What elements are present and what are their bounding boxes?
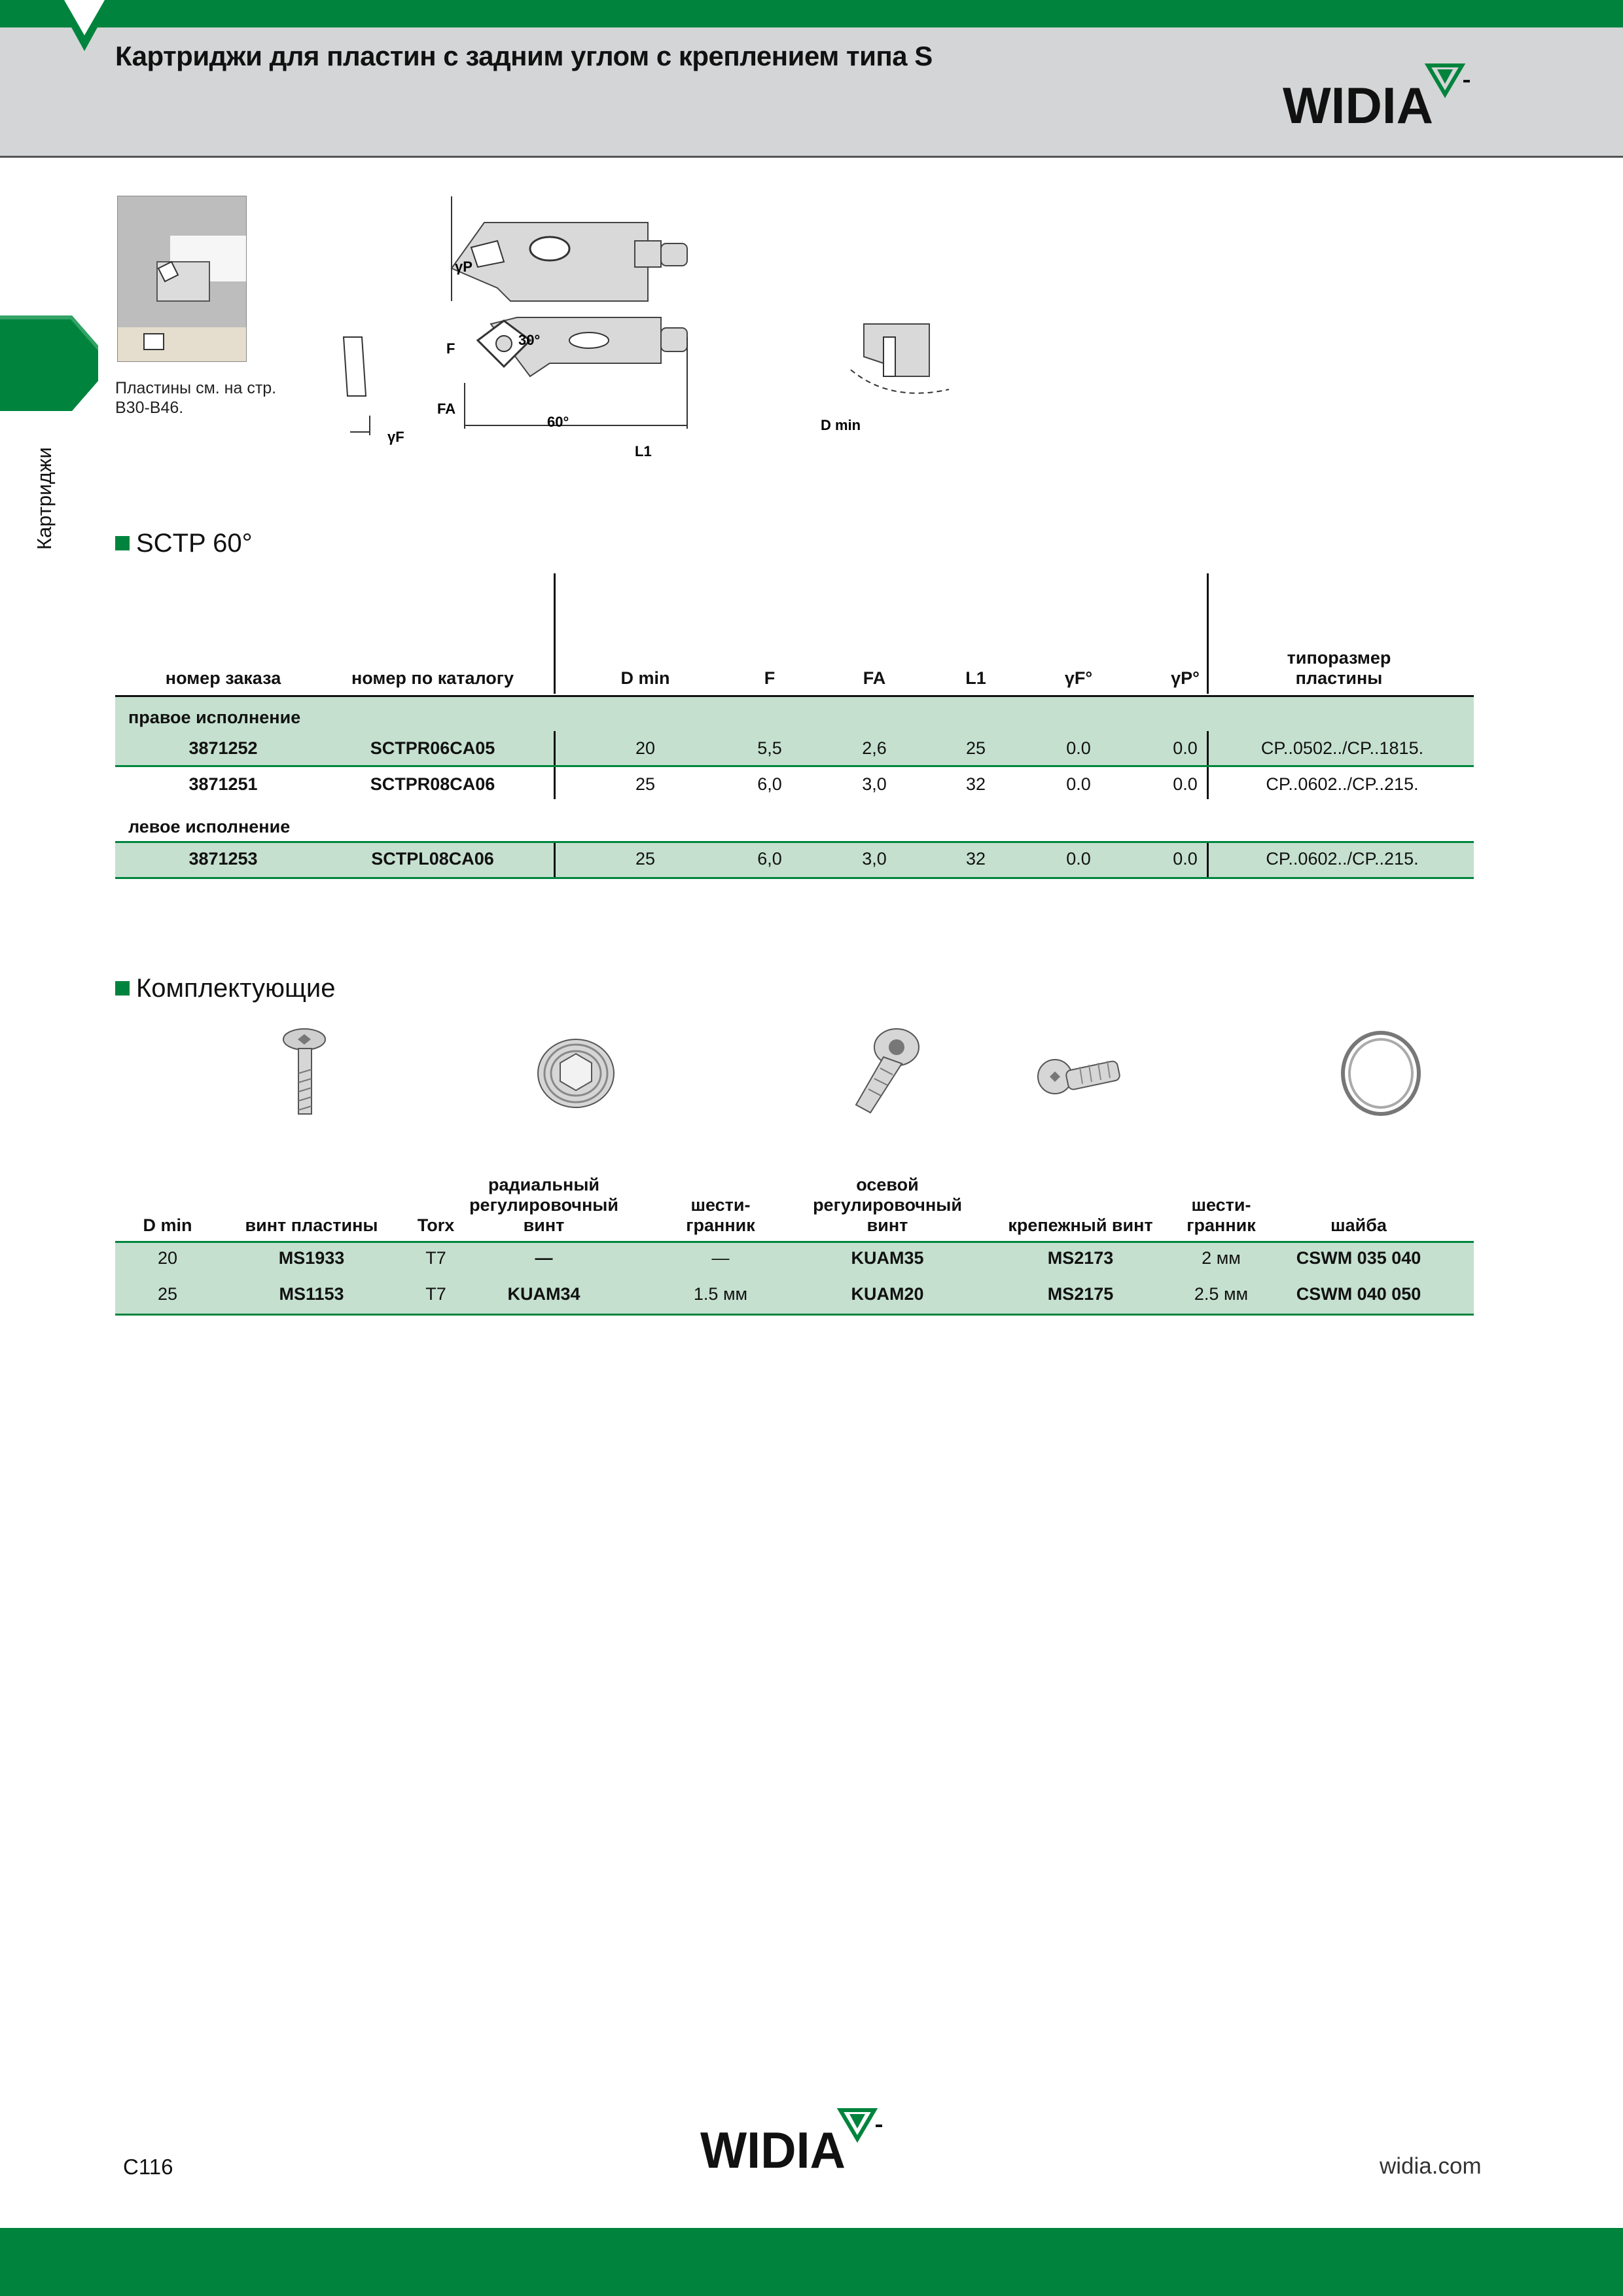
section-title-sctp <box>115 529 253 558</box>
catalog-number: SCTPL08CA06 <box>371 849 494 869</box>
svg-text:30°: 30° <box>518 332 541 348</box>
svg-text:WIDIA: WIDIA <box>1283 77 1433 128</box>
insert-size-value: CP..0502../CP..1815. <box>1260 738 1424 758</box>
col-torx: Torx <box>417 1215 455 1235</box>
bottom-green-bar <box>0 2228 1623 2296</box>
row-rule <box>115 877 1474 879</box>
fa-value: 3,0 <box>862 849 887 869</box>
table-divider <box>554 843 556 877</box>
svg-text:D min: D min <box>821 417 861 433</box>
dmin-view <box>851 324 949 393</box>
washer: CSWM 040 050 <box>1296 1284 1421 1304</box>
cartridge-top-view <box>452 196 687 301</box>
col-hex-key-2: шести-гранник <box>1186 1195 1256 1235</box>
fa-value: 3,0 <box>862 774 887 794</box>
l1-value: 32 <box>965 849 986 869</box>
gamma-f-value: 0.0 <box>1066 738 1091 758</box>
insert-note-line-1: Пластины см. на стр. <box>115 379 277 397</box>
dmin-value: 20 <box>635 738 656 758</box>
catalog-number: SCTPR08CA06 <box>370 774 495 794</box>
gamma-f-value: 0.0 <box>1066 849 1091 869</box>
torx: T7 <box>425 1284 446 1304</box>
group-label-left: левое исполнение <box>128 817 291 836</box>
col-acc-dmin: D min <box>143 1215 192 1235</box>
table-divider <box>554 573 556 694</box>
hex-key-2: 2 мм <box>1202 1248 1241 1268</box>
side-tab-label: Картриджи <box>33 447 56 550</box>
col-clamp-screw: крепежный винт <box>1008 1215 1153 1235</box>
insert-size-value: CP..0602../CP..215. <box>1266 774 1419 794</box>
order-number: 3871253 <box>188 849 258 869</box>
row-rule <box>115 765 1474 767</box>
dmin-value: 25 <box>635 774 656 794</box>
hex-key-1: 1.5 мм <box>693 1284 748 1304</box>
radial-screw: — <box>535 1248 553 1268</box>
page-title: Картриджи для пластин с задним углом с креплением типа S <box>115 41 933 71</box>
group-label-right: правое исполнение <box>128 708 301 727</box>
page-number: C116 <box>123 2155 173 2179</box>
side-tab-marker <box>0 315 105 414</box>
widia-logo[interactable] <box>1283 63 1479 132</box>
insert-screw: MS1933 <box>278 1248 345 1268</box>
insert-side-view <box>344 337 370 435</box>
col-gamma-f: γF° <box>1064 668 1093 688</box>
radial-screw: KUAM34 <box>507 1284 580 1304</box>
sctp-table <box>115 573 1474 881</box>
accessories-title-text: Комплектующие <box>136 974 336 1003</box>
clamp-screw: MS2175 <box>1047 1284 1114 1304</box>
gamma-p-value: 0.0 <box>1173 774 1198 794</box>
website-link[interactable]: widia.com <box>1380 2153 1482 2179</box>
svg-text:L1: L1 <box>635 443 652 459</box>
cartridge-front-view <box>465 317 687 429</box>
clamp-screw: MS2173 <box>1047 1248 1114 1268</box>
sctp-title-text: SCTP 60° <box>136 529 253 558</box>
insert-note-line-2: B30-B46. <box>115 399 184 417</box>
accessory-images <box>262 1021 1440 1126</box>
svg-text:F: F <box>446 340 455 357</box>
bore-section-illustration <box>118 196 246 361</box>
f-value: 6,0 <box>757 774 782 794</box>
f-value: 6,0 <box>757 849 782 869</box>
axial-screw: KUAM20 <box>851 1284 924 1304</box>
col-insert-size: типоразмер пластины <box>1287 648 1391 688</box>
col-dmin: D min <box>620 668 670 688</box>
col-radial-screw: радиальный регулировочный винт <box>469 1175 618 1235</box>
f-value: 5,5 <box>757 738 782 758</box>
l1-value: 25 <box>965 738 986 758</box>
widia-logo-footer[interactable] <box>700 2108 897 2176</box>
insert-reference-note <box>115 378 276 418</box>
col-insert-screw: винт пластины <box>245 1215 378 1235</box>
acc-dmin: 20 <box>157 1248 178 1268</box>
gamma-p-value: 0.0 <box>1173 849 1198 869</box>
widia-triangles-icon <box>840 2110 882 2139</box>
section-title-accessories <box>115 974 336 1003</box>
insert-screw-icon <box>283 1029 325 1114</box>
acc-dmin: 25 <box>157 1284 178 1304</box>
gamma-f-value: 0.0 <box>1066 774 1091 794</box>
gamma-p-value: 0.0 <box>1173 738 1198 758</box>
col-washer: шайба <box>1330 1215 1387 1235</box>
axial-screw: KUAM35 <box>851 1248 924 1268</box>
clamp-screw-icon <box>1038 1060 1120 1094</box>
col-hex-key-1: шести-гранник <box>686 1195 755 1235</box>
group-band <box>115 697 1474 731</box>
axial-adjust-screw-icon <box>856 1029 919 1113</box>
col-catalog-number: номер по каталогу <box>351 668 514 688</box>
svg-text:γF: γF <box>387 429 404 445</box>
col-gamma-p: γP° <box>1171 668 1200 688</box>
svg-text:γP: γP <box>455 259 473 275</box>
col-order-number: номер заказа <box>165 668 281 688</box>
fa-value: 2,6 <box>862 738 887 758</box>
row-rule <box>115 1314 1474 1316</box>
svg-text:60°: 60° <box>547 414 569 430</box>
technical-drawings <box>98 183 982 491</box>
col-fa: FA <box>863 668 886 688</box>
col-axial-screw: осевой регулировочный винт <box>813 1175 962 1235</box>
order-number: 3871252 <box>188 738 258 758</box>
torx: T7 <box>425 1248 446 1268</box>
col-l1: L1 <box>965 668 986 688</box>
radial-adjust-screw-icon <box>538 1039 614 1107</box>
header-notch-icon <box>56 0 115 59</box>
catalog-number: SCTPR06CA05 <box>370 738 495 758</box>
accessories-table <box>115 1165 1474 1322</box>
insert-screw: MS1153 <box>279 1284 344 1304</box>
top-green-bar <box>0 0 1623 27</box>
hex-key-2: 2.5 мм <box>1194 1284 1249 1304</box>
col-f: F <box>764 668 776 688</box>
svg-text:WIDIA: WIDIA <box>700 2121 846 2173</box>
washer-icon <box>1343 1033 1419 1114</box>
l1-value: 32 <box>965 774 986 794</box>
svg-text:FA: FA <box>437 401 456 417</box>
insert-size-value: CP..0602../CP..215. <box>1266 849 1419 869</box>
widia-triangles-icon <box>1428 65 1470 94</box>
washer: CSWM 035 040 <box>1296 1248 1421 1268</box>
section-square-icon <box>115 981 130 996</box>
order-number: 3871251 <box>188 774 258 794</box>
dmin-value: 25 <box>635 849 656 869</box>
section-square-icon <box>115 536 130 550</box>
hex-key-1: — <box>711 1248 730 1268</box>
